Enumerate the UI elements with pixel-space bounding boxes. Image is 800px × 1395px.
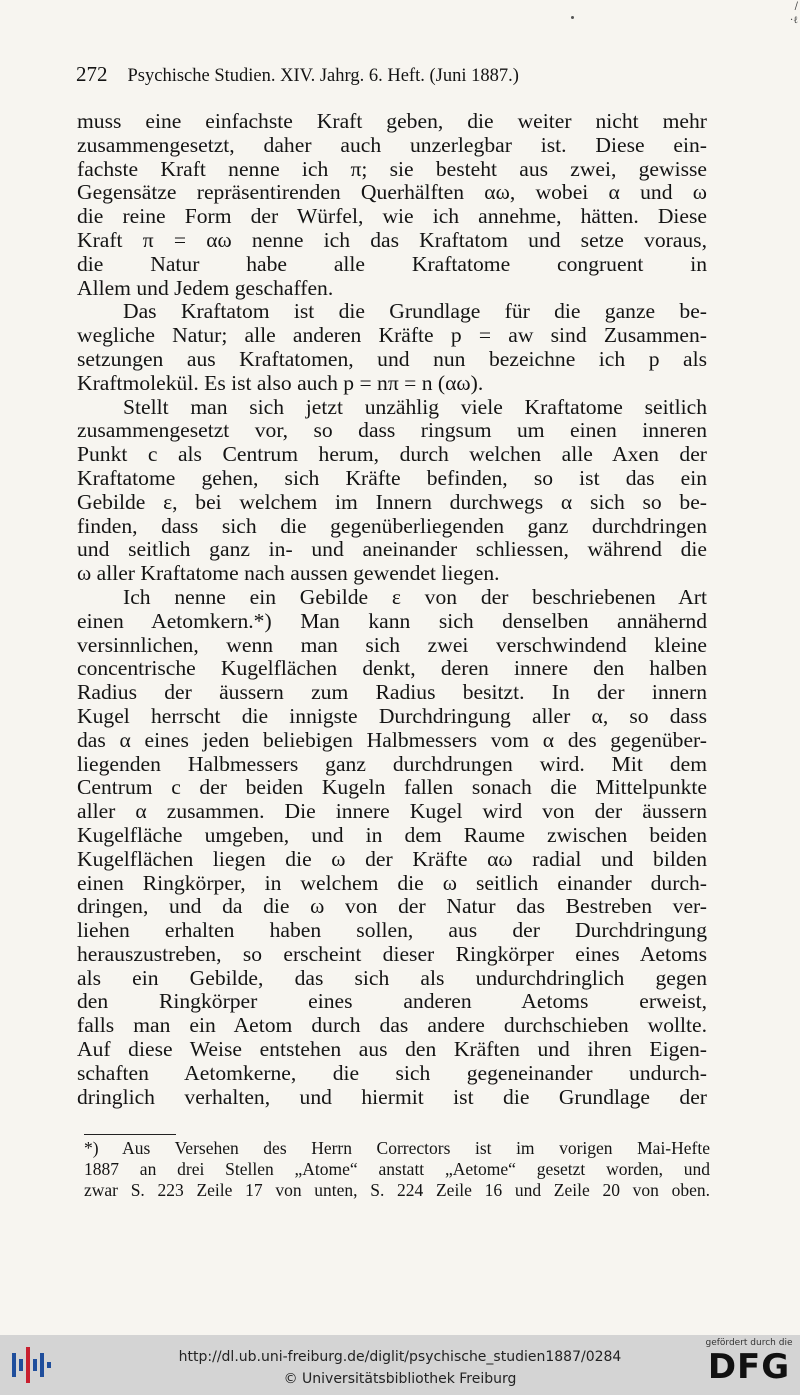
text-line: Kraft π = αω nenne ich das Kraftatom und setze voraus, <box>77 228 707 252</box>
page-number: 272 <box>76 62 108 86</box>
text-line: Auf diese Weise entstehen aus den Kräften und ihren Eigen- <box>77 1038 707 1062</box>
footnote-line: zwar S. 223 Zeile 17 von unten, S. 224 Zeile 16 und Zeile 20 von oben. <box>84 1180 710 1200</box>
text-line: die reine Form der Würfel, wie ich annehme, hätten. Diese <box>77 205 707 229</box>
text-line: Radius der äussern zum Radius besitzt. In der innern <box>77 681 707 705</box>
text-line: concentrische Kugelflächen denkt, deren innere den halben <box>77 657 707 681</box>
text-line: Kugelfläche umgeben, und in dem Raume zwischen beiden <box>77 823 707 847</box>
text-line: herauszustreben, so erscheint dieser Ringkörper eines Aetoms <box>77 942 707 966</box>
text-line: die Natur habe alle Kraftatome congruent in <box>77 252 707 276</box>
text-line: einen Aetomkern.*) Man kann sich denselben annähernd <box>77 609 707 633</box>
text-line: fachste Kraft nenne ich π; sie besteht aus zwei, gewisse <box>77 157 707 181</box>
text-line: zusammengesetzt vor, so dass ringsum um einen inneren <box>77 419 707 443</box>
text-line: Gebilde ε, bei welchem im Innern durchwegs α sich so be- <box>77 490 707 514</box>
text-line: Stellt man sich jetzt unzählig viele Kraftatome seitlich <box>123 395 707 419</box>
text-line: liegenden Halbmessers ganz durchdrungen wird. Mit dem <box>77 752 707 776</box>
text-line: versinnlichen, wenn man sich zwei verschwindend kleine <box>77 633 707 657</box>
text-line: liehen erhalten haben sollen, aus der Durchdringung <box>77 919 707 943</box>
text-line: muss eine einfachste Kraft geben, die weiter nicht mehr <box>77 110 707 133</box>
footnote <box>84 1138 710 1201</box>
text-line: Gegensätze repräsentirenden Querhälften αω, wobei α und ω <box>77 181 707 205</box>
scan-speck <box>571 16 574 19</box>
text-line: Ich nenne ein Gebilde ε von der beschriebenen Art <box>123 585 707 609</box>
viewer-footer <box>0 1335 800 1395</box>
text-line: Kraftatome gehen, sich Kräfte befinden, so ist das ein <box>77 466 707 490</box>
footnote-line: *) Aus Versehen des Herrn Correctors ist im vorigen Mai-Hefte <box>84 1138 710 1158</box>
text-line: den Ringkörper eines anderen Aetoms erweist, <box>77 990 707 1014</box>
text-line: einen Ringkörper, in welchem die ω seitlich einander durch- <box>77 871 707 895</box>
permalink-url[interactable]: http://dl.ub.uni-freiburg.de/diglit/psychische_studien1887/0284 <box>178 1349 622 1365</box>
text-line: Kugelflächen liegen die ω der Kräfte αω radial und bilden <box>77 847 707 871</box>
text-line: als ein Gebilde, das sich als undurchdringlich gegen <box>77 966 707 990</box>
text-line: dringlich verhalten, und hiermit ist die Grundlage der <box>77 1085 707 1109</box>
text-line: schaften Aetomkerne, die sich gegeneinander undurch- <box>77 1061 707 1085</box>
main-text <box>77 110 707 1109</box>
sponsor-caption: gefördert durch die <box>705 1338 793 1348</box>
text-line: und seitlich ganz in- und aneinander schliessen, während die <box>77 538 707 562</box>
text-line: falls man ein Aetom durch das andere durchschieben wollte. <box>77 1014 707 1038</box>
dfg-logo: DFG <box>707 1347 791 1387</box>
footnote-rule <box>84 1134 176 1135</box>
text-line: setzungen aus Kraftatomen, und nun bezeichne ich p als <box>77 347 707 371</box>
text-line: aller α zusammen. Die innere Kugel wird von der äussern <box>77 800 707 824</box>
text-line: Kraftmolekül. Es ist also auch p = nπ = n (αω). <box>77 371 484 395</box>
text-line: dringen, und da die ω von der Natur das Bestreben ver- <box>77 895 707 919</box>
text-line: zusammengesetzt, daher auch unzerlegbar ist. Diese ein- <box>77 133 707 157</box>
ub-freiburg-logo-icon[interactable] <box>10 1343 54 1387</box>
text-line: wegliche Natur; alle anderen Kräfte p = aw sind Zusammen- <box>77 324 707 348</box>
running-title: Psychische Studien. XIV. Jahrg. 6. Heft. (Juni 1887.) <box>127 66 519 86</box>
sponsor-badge[interactable] <box>702 1338 796 1392</box>
text-line: finden, dass sich die gegenüberliegenden ganz durchdringen <box>77 514 707 538</box>
page-header <box>76 62 706 88</box>
margin-marks: / ·ℓ <box>790 1 798 26</box>
text-line: Allem und Jedem geschaffen. <box>77 276 334 300</box>
footnote-line: 1887 an drei Stellen „Atome“ anstatt „Aetome“ gesetzt worden, und <box>84 1159 710 1179</box>
text-line: ω aller Kraftatome nach aussen gewendet liegen. <box>77 562 500 586</box>
copyright-notice: © Universitätsbibliothek Freiburg <box>283 1371 517 1387</box>
text-line: Punkt c als Centrum herum, durch welchen alle Axen der <box>77 443 707 467</box>
text-line: Centrum c der beiden Kugeln fallen sonach die Mittelpunkte <box>77 776 707 800</box>
text-line: Das Kraftatom ist die Grundlage für die ganze be- <box>123 300 707 324</box>
text-line: das α eines jeden beliebigen Halbmessers vom α des gegenüber- <box>77 728 707 752</box>
text-line: Kugel herrscht die innigste Durchdringung aller α, so dass <box>77 704 707 728</box>
